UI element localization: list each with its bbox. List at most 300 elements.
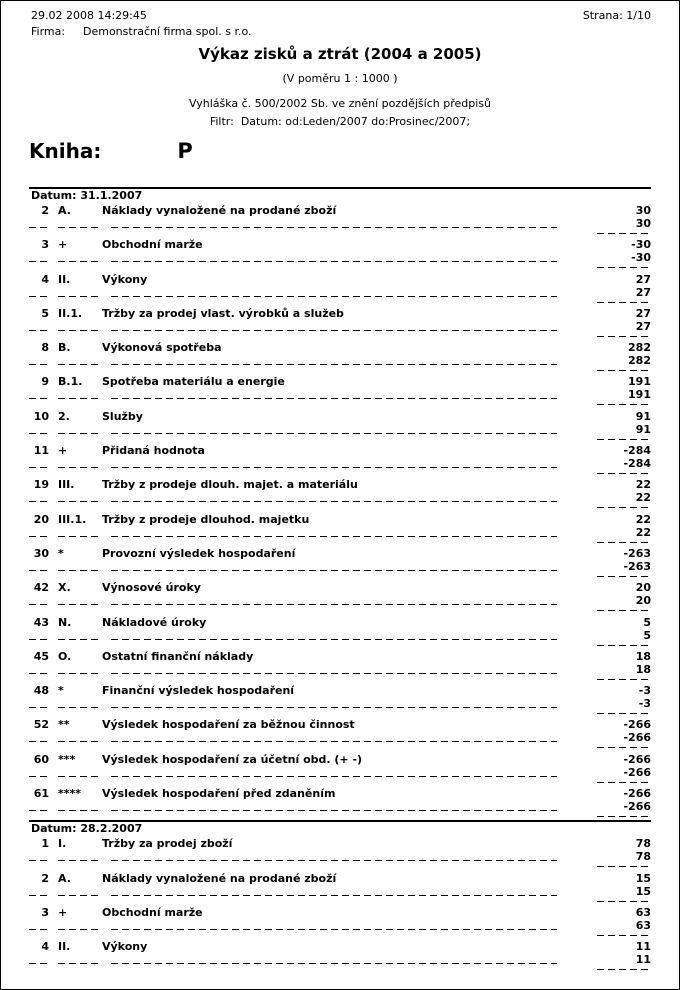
num-underline-dash (29, 741, 49, 742)
row-third-line (29, 966, 651, 973)
row-main-line (29, 443, 651, 457)
row-main-line (29, 905, 651, 919)
row-desc: Ostatní finanční náklady (102, 649, 254, 663)
row-value-2: 18 (635, 662, 651, 676)
code-underline-dash (58, 570, 102, 571)
num-underline-dash (29, 639, 49, 640)
row-main-line (29, 546, 651, 560)
report-row (29, 649, 651, 683)
row-code: B.1. (58, 375, 83, 389)
row-desc: Tržby za prodej vlast. výrobků a služeb (102, 306, 344, 320)
num-underline-dash (29, 810, 49, 811)
report-body (29, 187, 651, 974)
section-rows (29, 203, 651, 820)
num-underline-dash (29, 296, 49, 297)
report-row (29, 409, 651, 443)
num-underline-dash (29, 776, 49, 777)
desc-underline-dash (111, 673, 557, 674)
row-value-2: -266 (623, 731, 651, 745)
report-row (29, 546, 651, 580)
desc-underline-dash (111, 433, 557, 434)
num-underline-dash (29, 604, 49, 605)
value-underline-dash (597, 713, 651, 714)
desc-underline-dash (111, 963, 557, 964)
row-third-line (29, 779, 651, 786)
report-row (29, 836, 651, 870)
row-main-line (29, 340, 651, 354)
row-desc: Tržby z prodeje dlouh. majet. a materiálu (102, 478, 358, 492)
row-value-1: 27 (635, 272, 651, 286)
row-value-2: 22 (635, 491, 651, 505)
row-value-1: 63 (635, 905, 651, 919)
row-value-1: 22 (635, 512, 651, 526)
code-underline-dash (58, 639, 102, 640)
row-code: I. (58, 837, 67, 851)
row-desc: Výsledek hospodaření za běžnou činnost (102, 718, 355, 732)
desc-underline-dash (111, 398, 557, 399)
code-underline-dash (58, 707, 102, 708)
code-underline-dash (58, 810, 102, 811)
value-underline-dash (597, 542, 651, 543)
report-row (29, 786, 651, 820)
value-underline-dash (597, 233, 651, 234)
value-underline-dash (597, 901, 651, 902)
value-underline-dash (597, 782, 651, 783)
value-underline-dash (597, 507, 651, 508)
desc-underline-dash (111, 929, 557, 930)
row-num: 61 (33, 787, 49, 801)
row-code: + (58, 444, 68, 458)
row-third-line (29, 676, 651, 683)
row-second-line (29, 731, 651, 744)
row-main-line (29, 272, 651, 286)
num-underline-dash (29, 963, 49, 964)
row-value-2: 282 (628, 354, 651, 368)
row-main-line (29, 871, 651, 885)
row-num: 42 (33, 581, 49, 595)
row-third-line (29, 230, 651, 237)
row-second-line (29, 953, 651, 966)
row-desc: Obchodní marže (102, 238, 203, 252)
desc-underline-dash (111, 227, 557, 228)
section-date: Datum: 28.2.2007 (31, 822, 143, 836)
value-underline-dash (597, 439, 651, 440)
row-value-2: 11 (635, 953, 651, 967)
row-num: 3 (41, 238, 49, 252)
report-row (29, 443, 651, 477)
row-code: *** (58, 752, 76, 766)
num-underline-dash (29, 364, 49, 365)
row-value-2: 91 (635, 422, 651, 436)
row-code: III. (58, 478, 75, 492)
num-underline-dash (29, 227, 49, 228)
row-third-line (29, 744, 651, 751)
row-value-2: -266 (623, 765, 651, 779)
row-main-line (29, 409, 651, 423)
row-num: 10 (33, 409, 49, 423)
num-underline-dash (29, 570, 49, 571)
row-third-line (29, 642, 651, 649)
row-num: 5 (41, 306, 49, 320)
row-value-2: -284 (623, 457, 651, 471)
value-underline-dash (597, 866, 651, 867)
row-main-line (29, 580, 651, 594)
row-value-1: -3 (638, 684, 651, 698)
row-value-1: -266 (623, 752, 651, 766)
firm-name: Demonstrační firma spol. s r.o. (83, 25, 252, 38)
row-third-line (29, 710, 651, 717)
row-second-line (29, 560, 651, 573)
row-second-line (29, 251, 651, 264)
row-second-line (29, 491, 651, 504)
row-value-2: 30 (635, 217, 651, 230)
row-code: * (58, 546, 64, 560)
value-underline-dash (597, 302, 651, 303)
row-desc: Tržby za prodej zboží (102, 837, 233, 851)
row-main-line (29, 615, 651, 629)
num-underline-dash (29, 467, 49, 468)
report-topbar (31, 9, 651, 22)
row-num: 45 (33, 649, 49, 663)
desc-underline-dash (111, 330, 557, 331)
code-underline-dash (58, 963, 102, 964)
value-underline-dash (597, 935, 651, 936)
row-value-1: 18 (635, 649, 651, 663)
row-desc: Služby (102, 409, 143, 423)
row-value-2: -263 (623, 559, 651, 573)
row-num: 11 (33, 444, 49, 458)
page-number: Strana: 1/10 (582, 9, 651, 22)
filter-note: Filtr: Datum: od:Leden/2007 do:Prosinec/2007; (209, 115, 471, 128)
row-value-1: 91 (635, 409, 651, 423)
report-row (29, 871, 651, 905)
row-third-line (29, 264, 651, 271)
report-section (29, 187, 651, 820)
row-desc: Náklady vynaložené na prodané zboží (102, 871, 337, 885)
value-underline-dash (597, 336, 651, 337)
row-value-1: 78 (635, 837, 651, 851)
row-main-line (29, 237, 651, 251)
num-underline-dash (29, 261, 49, 262)
book-value: P (177, 139, 193, 163)
firm-line (31, 25, 651, 38)
code-underline-dash (58, 398, 102, 399)
code-underline-dash (58, 895, 102, 896)
row-main-line (29, 717, 651, 731)
row-value-2: 27 (635, 285, 651, 299)
row-desc: Finanční výsledek hospodaření (102, 684, 295, 698)
row-second-line (29, 629, 651, 642)
row-main-line (29, 374, 651, 388)
value-underline-dash (597, 969, 651, 970)
report-datetime: 29.02 2008 14:29:45 (31, 9, 147, 22)
row-value-2: 27 (635, 319, 651, 333)
code-underline-dash (58, 364, 102, 365)
row-value-2: 63 (635, 918, 651, 932)
row-value-1: 282 (628, 341, 651, 355)
book-label: Kniha: (29, 139, 102, 163)
row-num: 60 (33, 752, 49, 766)
desc-underline-dash (111, 467, 557, 468)
num-underline-dash (29, 536, 49, 537)
row-desc: Náklady vynaložené na prodané zboží (102, 204, 337, 217)
row-value-2: 5 (643, 628, 651, 642)
desc-underline-dash (111, 261, 557, 262)
code-underline-dash (58, 741, 102, 742)
report-row (29, 306, 651, 340)
value-underline-dash (597, 610, 651, 611)
code-underline-dash (58, 330, 102, 331)
row-num: 52 (33, 718, 49, 732)
row-second-line (29, 457, 651, 470)
code-underline-dash (58, 776, 102, 777)
desc-underline-dash (111, 741, 557, 742)
value-underline-dash (597, 645, 651, 646)
row-code: 2. (58, 409, 70, 423)
desc-underline-dash (111, 810, 557, 811)
code-underline-dash (58, 536, 102, 537)
row-num: 2 (41, 871, 49, 885)
row-code: II. (58, 272, 71, 286)
row-second-line (29, 766, 651, 779)
report-row (29, 203, 651, 237)
report-title: Výkaz zisků a ztrát (2004 a 2005) (198, 45, 482, 63)
code-underline-dash (58, 501, 102, 502)
code-underline-dash (58, 673, 102, 674)
row-second-line (29, 850, 651, 863)
num-underline-dash (29, 929, 49, 930)
row-num: 2 (41, 204, 49, 217)
row-num: 4 (41, 940, 49, 954)
row-second-line (29, 320, 651, 333)
row-num: 30 (33, 546, 49, 560)
row-value-1: 22 (635, 478, 651, 492)
row-desc: Spotřeba materiálu a energie (102, 375, 285, 389)
row-third-line (29, 539, 651, 546)
report-row (29, 752, 651, 786)
row-third-line (29, 299, 651, 306)
row-code: * (58, 684, 64, 698)
row-value-2: 15 (635, 884, 651, 898)
row-num: 8 (41, 341, 49, 355)
row-desc: Nákladové úroky (102, 615, 207, 629)
row-main-line (29, 786, 651, 800)
report-section (29, 820, 651, 973)
row-value-2: 22 (635, 525, 651, 539)
row-second-line (29, 388, 651, 401)
book-line (29, 139, 651, 163)
num-underline-dash (29, 707, 49, 708)
num-underline-dash (29, 398, 49, 399)
code-underline-dash (58, 227, 102, 228)
row-second-line (29, 286, 651, 299)
report-row (29, 939, 651, 973)
value-underline-dash (597, 679, 651, 680)
report-row (29, 580, 651, 614)
row-desc: Výkony (102, 940, 148, 954)
report-row (29, 237, 651, 271)
row-value-1: 5 (643, 615, 651, 629)
row-value-1: 11 (635, 940, 651, 954)
row-second-line (29, 526, 651, 539)
value-underline-dash (597, 404, 651, 405)
row-code: II.1. (58, 306, 83, 320)
row-second-line (29, 885, 651, 898)
row-main-line (29, 939, 651, 953)
row-second-line (29, 217, 651, 230)
row-value-1: -284 (623, 444, 651, 458)
row-second-line (29, 919, 651, 932)
row-value-1: 20 (635, 581, 651, 595)
row-desc: Přidaná hodnota (102, 444, 205, 458)
row-code: + (58, 238, 68, 252)
row-value-2: -3 (638, 697, 651, 711)
desc-underline-dash (111, 776, 557, 777)
row-num: 19 (33, 478, 49, 492)
report-row (29, 272, 651, 306)
row-desc: Provozní výsledek hospodaření (102, 546, 296, 560)
num-underline-dash (29, 860, 49, 861)
row-desc: Výsledek hospodaření před zdaněním (102, 787, 336, 801)
row-third-line (29, 333, 651, 340)
row-value-2: 78 (635, 850, 651, 864)
row-code: O. (58, 649, 72, 663)
row-code: + (58, 905, 68, 919)
row-third-line (29, 367, 651, 374)
value-underline-dash (597, 576, 651, 577)
row-main-line (29, 306, 651, 320)
code-underline-dash (58, 467, 102, 468)
code-underline-dash (58, 261, 102, 262)
desc-underline-dash (111, 707, 557, 708)
report-row (29, 905, 651, 939)
report-row (29, 340, 651, 374)
ratio-note: (V poměru 1 : 1000 ) (282, 72, 398, 85)
row-value-2: 20 (635, 594, 651, 608)
row-value-1: -266 (623, 787, 651, 801)
row-code: A. (58, 871, 71, 885)
row-value-2: -30 (631, 251, 651, 265)
row-third-line (29, 863, 651, 870)
row-num: 1 (41, 837, 49, 851)
code-underline-dash (58, 433, 102, 434)
row-third-line (29, 813, 651, 820)
row-num: 48 (33, 684, 49, 698)
regulation-note: Vyhláška č. 500/2002 Sb. ve znění pozdějších předpisů (188, 97, 491, 110)
row-main-line (29, 683, 651, 697)
row-code: A. (58, 204, 71, 217)
desc-underline-dash (111, 501, 557, 502)
row-main-line (29, 836, 651, 850)
report-row (29, 683, 651, 717)
value-underline-dash (597, 816, 651, 817)
row-code: III.1. (58, 512, 87, 526)
num-underline-dash (29, 895, 49, 896)
row-code: B. (58, 341, 71, 355)
row-code: II. (58, 940, 71, 954)
row-code: ** (58, 718, 70, 732)
row-second-line (29, 697, 651, 710)
value-underline-dash (597, 370, 651, 371)
row-third-line (29, 401, 651, 408)
row-value-1: -263 (623, 546, 651, 560)
row-desc: Výsledek hospodaření za účetní obd. (+ -) (102, 752, 363, 766)
row-third-line (29, 898, 651, 905)
code-underline-dash (58, 296, 102, 297)
row-desc: Výkony (102, 272, 148, 286)
row-main-line (29, 512, 651, 526)
desc-underline-dash (111, 895, 557, 896)
value-underline-dash (597, 267, 651, 268)
firm-label: Firma: (31, 25, 66, 38)
desc-underline-dash (111, 639, 557, 640)
num-underline-dash (29, 673, 49, 674)
row-value-1: 30 (635, 204, 651, 217)
report-row (29, 717, 651, 751)
value-underline-dash (597, 747, 651, 748)
row-value-1: 27 (635, 306, 651, 320)
desc-underline-dash (111, 536, 557, 537)
row-second-line (29, 594, 651, 607)
code-underline-dash (58, 860, 102, 861)
desc-underline-dash (111, 570, 557, 571)
section-rows (29, 836, 651, 973)
row-desc: Tržby z prodeje dlouhod. majetku (102, 512, 310, 526)
row-second-line (29, 423, 651, 436)
report-row (29, 615, 651, 649)
report-row (29, 512, 651, 546)
row-desc: Výnosové úroky (102, 581, 201, 595)
row-num: 20 (33, 512, 49, 526)
report-row (29, 374, 651, 408)
row-num: 9 (41, 375, 49, 389)
row-main-line (29, 203, 651, 217)
row-third-line (29, 607, 651, 614)
row-main-line (29, 477, 651, 491)
row-num: 4 (41, 272, 49, 286)
row-value-1: 15 (635, 871, 651, 885)
row-code: **** (58, 787, 82, 801)
desc-underline-dash (111, 364, 557, 365)
num-underline-dash (29, 501, 49, 502)
code-underline-dash (58, 604, 102, 605)
row-desc: Obchodní marže (102, 905, 203, 919)
row-third-line (29, 436, 651, 443)
desc-underline-dash (111, 604, 557, 605)
row-second-line (29, 800, 651, 813)
row-num: 3 (41, 905, 49, 919)
row-third-line (29, 932, 651, 939)
desc-underline-dash (111, 860, 557, 861)
row-main-line (29, 752, 651, 766)
row-code: N. (58, 615, 72, 629)
section-date: Datum: 31.1.2007 (31, 189, 143, 202)
code-underline-dash (58, 929, 102, 930)
row-third-line (29, 573, 651, 580)
num-underline-dash (29, 433, 49, 434)
row-value-1: -266 (623, 718, 651, 732)
row-main-line (29, 649, 651, 663)
row-num: 43 (33, 615, 49, 629)
value-underline-dash (597, 473, 651, 474)
row-code: X. (58, 581, 71, 595)
row-value-1: -30 (631, 238, 651, 252)
row-value-1: 191 (628, 375, 651, 389)
row-value-2: -266 (623, 800, 651, 814)
num-underline-dash (29, 330, 49, 331)
desc-underline-dash (111, 296, 557, 297)
report-row (29, 477, 651, 511)
